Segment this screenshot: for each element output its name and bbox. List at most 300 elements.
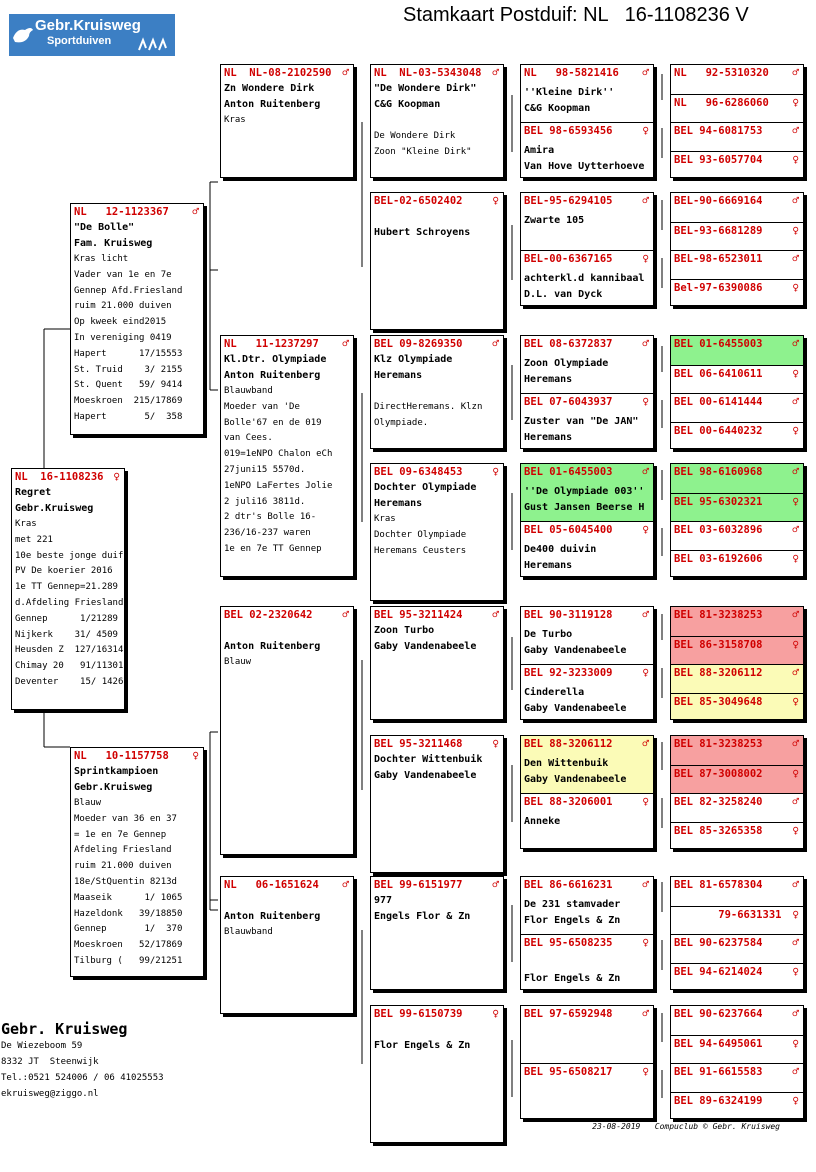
- gen5-sex-icon: ♀: [792, 694, 799, 708]
- gen4-ring: [521, 794, 653, 810]
- gen5-sex-icon: ♂: [792, 194, 799, 207]
- gen5-ring-text: BEL 88-3206112: [674, 667, 763, 679]
- gen4-card-15[interactable]: [521, 1063, 653, 1119]
- great-grandparent-card-2-ring-text: BEL 09-8269350: [374, 338, 463, 350]
- grandparent-card-1-note: Blauwband: [224, 386, 273, 396]
- gen4-pair-1: [520, 192, 654, 306]
- gen4-card-1[interactable]: [521, 122, 653, 178]
- gen4-name: De 231 stamvader: [524, 899, 621, 910]
- father-card[interactable]: [70, 203, 204, 435]
- gen4-card-10[interactable]: [521, 736, 653, 793]
- mother-card[interactable]: [70, 747, 204, 977]
- gen5-ring: [671, 65, 803, 81]
- gen4-ring-text: BEL 97-6592948: [524, 1008, 613, 1020]
- mother-card-note: Maaseik 1/ 1065: [74, 892, 183, 903]
- grandparent-card-3-ring-text: NL 06-1651624: [224, 879, 319, 891]
- owner-city: 8332 JT Steenwijk: [1, 1057, 99, 1067]
- gen5-ring: [671, 823, 803, 839]
- great-grandparent-card-4[interactable]: [370, 606, 504, 720]
- gen4-ring: [521, 336, 653, 352]
- great-grandparent-card-7-name: [371, 1022, 503, 1038]
- father-card-name: "De Bolle": [74, 222, 135, 233]
- gen5-ring: [671, 251, 803, 267]
- gen5-card-2[interactable]: [671, 122, 803, 152]
- gen5-card-25[interactable]: [671, 906, 803, 936]
- gen4-sex-icon: ♂: [642, 337, 649, 350]
- gen4-name: [521, 951, 653, 971]
- great-grandparent-card-4-owner: Gaby Vandenabeele: [374, 641, 477, 652]
- great-grandparent-card-0-note: [371, 113, 503, 129]
- gen5-ring: [671, 123, 803, 139]
- gen5-card-17[interactable]: [671, 636, 803, 666]
- gen4-ring-text: BEL 86-6616231: [524, 879, 613, 891]
- gen5-ring: [671, 1093, 803, 1109]
- gen4-ring-text: BEL 08-6372837: [524, 338, 613, 350]
- gen5-ring: [671, 1064, 803, 1080]
- gen4-ring-text: BEL-00-6367165: [524, 253, 613, 265]
- gen4-ring-text: BEL 88-3206112: [524, 738, 613, 750]
- gen4-name: achterkl.d kannibaal: [524, 273, 645, 284]
- logo-sub: Sportduiven: [47, 35, 112, 47]
- gen5-card-6[interactable]: [671, 250, 803, 280]
- gen5-group-6: [670, 876, 804, 990]
- gen4-owner: Heremans: [524, 560, 573, 571]
- gen5-sex-icon: ♀: [792, 637, 799, 651]
- gen4-card-11[interactable]: [521, 793, 653, 849]
- gen5-sex-icon: ♂: [792, 737, 799, 750]
- subject-card-sex-icon: ♀: [113, 470, 120, 483]
- grandparent-card-1-note: 2 dtr's Bolle 16-: [224, 512, 317, 523]
- gen5-ring-text: 79-6631331: [674, 908, 782, 921]
- gen5-ring-text: BEL 81-6578304: [674, 879, 763, 891]
- gen5-ring: [671, 464, 803, 480]
- subject-card-note: 10e beste jonge duif: [15, 550, 124, 561]
- owner-email[interactable]: ekruisweg@ziggo.nl: [1, 1089, 99, 1099]
- great-grandparent-card-3-owner: Heremans: [374, 498, 423, 509]
- gen4-ring-text: BEL 92-3233009: [524, 667, 613, 679]
- subject-card-note: Nijkerk 31/ 4509: [15, 629, 118, 640]
- gen5-group-3: [670, 463, 804, 577]
- gen5-group-7: [670, 1005, 804, 1119]
- gen5-ring: [671, 877, 803, 893]
- gen5-sex-icon: ♀: [792, 907, 799, 921]
- gen4-owner: Van Hove Uytterhoeve: [524, 161, 645, 172]
- gen4-owner: Heremans: [524, 432, 573, 443]
- mother-card-ring: [71, 748, 203, 764]
- great-grandparent-card-3-note: Kras: [374, 514, 396, 524]
- great-grandparent-card-5[interactable]: [370, 735, 504, 873]
- gen5-ring: [671, 1006, 803, 1022]
- gen4-ring: [521, 665, 653, 681]
- gen4-pair-6: [520, 876, 654, 990]
- gen5-ring-text: BEL 00-6141444: [674, 396, 763, 408]
- grandparent-card-3-sex-icon: ♂: [342, 878, 349, 891]
- gen5-ring-text: BEL 00-6440232: [674, 424, 763, 437]
- grandparent-card-0[interactable]: [220, 64, 354, 178]
- great-grandparent-card-0-note: Zoon "Kleine Dirk": [374, 146, 472, 157]
- gen4-owner: D.L. van Dyck: [524, 289, 603, 300]
- gen5-card-18[interactable]: [671, 664, 803, 694]
- gen5-ring-text: BEL 85-3049648: [674, 695, 763, 708]
- gen5-card-11[interactable]: [671, 422, 803, 450]
- subject-card-owner: Gebr.Kruisweg: [15, 503, 94, 514]
- owner-address: De Wiezeboom 59: [1, 1041, 83, 1051]
- gen4-sex-icon: ♂: [642, 194, 649, 207]
- grandparent-card-1-note: Moeder van 'De: [224, 401, 300, 412]
- gen5-card-3[interactable]: [671, 151, 803, 179]
- great-grandparent-card-0-ring: [371, 65, 503, 81]
- gen5-ring-text: Bel-97-6390086: [674, 281, 763, 294]
- great-grandparent-card-1[interactable]: [370, 192, 504, 330]
- gen4-ring: [521, 1064, 653, 1080]
- grandparent-card-0-name: Zn Wondere Dirk: [224, 83, 315, 94]
- gen4-card-6[interactable]: [521, 464, 653, 521]
- gen5-sex-icon: ♀: [792, 366, 799, 380]
- gen5-card-19[interactable]: [671, 693, 803, 721]
- gen5-card-10[interactable]: [671, 393, 803, 423]
- mother-card-sex-icon: ♀: [192, 749, 199, 762]
- grandparent-card-1[interactable]: [220, 335, 354, 577]
- great-grandparent-card-7-ring-text: BEL 99-6150739: [374, 1008, 463, 1020]
- gen4-card-9[interactable]: [521, 664, 653, 720]
- gen5-ring: [671, 794, 803, 810]
- gen4-ring-text: BEL 95-6508235: [524, 937, 613, 949]
- gen5-sex-icon: ♂: [792, 1065, 799, 1078]
- subject-card-note: Deventer 15/ 1426: [15, 676, 124, 687]
- great-grandparent-card-3-name: Dochter Olympiade: [374, 482, 477, 493]
- gen4-card-14[interactable]: [521, 1006, 653, 1063]
- great-grandparent-card-7[interactable]: [370, 1005, 504, 1143]
- grandparent-card-2-sex-icon: ♂: [342, 608, 349, 621]
- gen5-sex-icon: ♂: [792, 666, 799, 679]
- great-grandparent-card-2[interactable]: [370, 335, 504, 449]
- gen5-ring: [671, 665, 803, 681]
- gen4-sex-icon: ♀: [642, 124, 649, 137]
- gen4-name: De Turbo: [524, 629, 573, 640]
- gen5-ring-text: BEL 94-6081753: [674, 125, 763, 137]
- gen5-card-5[interactable]: [671, 222, 803, 252]
- owner-phone: Tel.:0521 524006 / 06 41025553: [1, 1073, 164, 1083]
- gen5-sex-icon: ♂: [792, 878, 799, 891]
- gen5-ring: [671, 366, 803, 382]
- great-grandparent-card-1-ring: [371, 193, 503, 209]
- father-card-note: Hapert 5/ 358: [74, 411, 183, 422]
- gen5-ring: [671, 935, 803, 951]
- great-grandparent-card-0-ring-text: NL NL-03-5343048: [374, 67, 482, 79]
- gen5-card-28[interactable]: [671, 1006, 803, 1035]
- gen5-sex-icon: ♀: [792, 95, 799, 109]
- gen5-ring-text: BEL-93-6681289: [674, 224, 763, 237]
- owner-name: Gebr. Kruisweg: [1, 1020, 128, 1038]
- grandparent-card-3-owner: Anton Ruitenberg: [224, 911, 321, 922]
- grandparent-card-1-note: 236/16-237 waren: [224, 528, 311, 539]
- gen5-ring: [671, 694, 803, 710]
- gen5-card-21[interactable]: [671, 765, 803, 795]
- great-grandparent-card-2-owner: Heremans: [374, 370, 423, 381]
- gen5-card-4[interactable]: [671, 193, 803, 222]
- gen4-card-0[interactable]: [521, 65, 653, 122]
- gen5-card-24[interactable]: [671, 877, 803, 906]
- gen5-card-0[interactable]: [671, 65, 803, 94]
- gen5-ring: [671, 736, 803, 752]
- gen4-sex-icon: ♂: [642, 608, 649, 621]
- great-grandparent-card-0-owner: C&G Koopman: [374, 99, 441, 110]
- page-title: Stamkaart Postduif: NL 16-1108236 V: [403, 4, 749, 26]
- gen5-card-15[interactable]: [671, 550, 803, 578]
- father-card-sex-icon: ♂: [192, 205, 199, 218]
- father-card-note: Kras licht: [74, 254, 129, 264]
- great-grandparent-card-2-ring: [371, 336, 503, 352]
- grandparent-card-0-note: Kras: [224, 115, 246, 125]
- gen5-card-22[interactable]: [671, 793, 803, 823]
- gen5-card-26[interactable]: [671, 934, 803, 964]
- gen5-card-23[interactable]: [671, 822, 803, 850]
- gen5-card-8[interactable]: [671, 336, 803, 365]
- gen5-card-31[interactable]: [671, 1092, 803, 1120]
- gen5-sex-icon: ♂: [792, 608, 799, 621]
- gen4-sex-icon: ♀: [642, 1065, 649, 1078]
- gen4-name: Zoon Olympiade: [524, 358, 609, 369]
- gen5-sex-icon: ♀: [792, 223, 799, 237]
- great-grandparent-card-5-ring-text: BEL 95-3211468: [374, 738, 463, 750]
- gen5-card-27[interactable]: [671, 963, 803, 991]
- gen5-sex-icon: ♀: [792, 823, 799, 837]
- gen4-ring: [521, 1006, 653, 1022]
- gen4-pair-0: [520, 64, 654, 178]
- grandparent-card-3-ring: [221, 877, 353, 893]
- great-grandparent-card-5-owner: Gaby Vandenabeele: [374, 770, 477, 781]
- gen4-card-12[interactable]: [521, 877, 653, 934]
- gen4-card-8[interactable]: [521, 607, 653, 664]
- grandparent-card-1-note: Bolle'67 en de 019: [224, 417, 322, 428]
- gen4-owner: Gaby Vandenabeele: [524, 703, 627, 714]
- mother-card-note: Gennep 1/ 370: [74, 924, 183, 935]
- mother-card-note: = 1e en 7e Gennep: [74, 829, 167, 840]
- gen5-ring: [671, 964, 803, 980]
- great-grandparent-card-1-sex-icon: ♀: [492, 194, 499, 207]
- gen5-card-12[interactable]: [671, 464, 803, 493]
- gen4-ring: [521, 123, 653, 139]
- gen5-ring-text: BEL 98-6160968: [674, 466, 763, 478]
- gen5-ring-text: BEL-98-6523011: [674, 253, 763, 265]
- great-grandparent-card-6-sex-icon: ♂: [492, 878, 499, 891]
- gen5-ring: [671, 551, 803, 567]
- grandparent-card-2-ring: [221, 607, 353, 623]
- gen4-ring-text: BEL 07-6043937: [524, 396, 613, 408]
- gen4-card-3[interactable]: [521, 250, 653, 306]
- gen4-card-2[interactable]: [521, 193, 653, 250]
- gen4-name: Zuster van "De JAN": [524, 416, 639, 427]
- great-grandparent-card-1-owner: Hubert Schroyens: [374, 227, 471, 238]
- gen5-card-29[interactable]: [671, 1035, 803, 1065]
- gen5-ring-text: BEL 03-6192606: [674, 552, 763, 565]
- great-grandparent-card-6-ring-text: BEL 99-6151977: [374, 879, 463, 891]
- father-card-ring: [71, 204, 203, 220]
- gen4-card-5[interactable]: [521, 393, 653, 449]
- gen5-ring: [671, 95, 803, 111]
- gen5-ring-text: NL 96-6286060: [674, 96, 769, 109]
- gen5-group-5: [670, 735, 804, 849]
- gen4-ring-text: BEL-95-6294105: [524, 195, 613, 207]
- gen5-card-1[interactable]: [671, 94, 803, 124]
- great-grandparent-card-5-sex-icon: ♀: [492, 737, 499, 750]
- grandparent-card-1-note: 019=1eNPO Chalon eCh: [224, 449, 333, 460]
- gen5-sex-icon: ♀: [792, 280, 799, 294]
- gen4-ring-text: BEL 05-6045400: [524, 524, 613, 536]
- gen4-name: Zwarte 105: [524, 215, 585, 226]
- subject-card-note: Kras: [15, 519, 37, 529]
- gen5-ring: [671, 907, 803, 923]
- gen4-name: Anneke: [524, 816, 561, 827]
- gen5-ring: [671, 336, 803, 352]
- great-grandparent-card-2-sex-icon: ♂: [492, 337, 499, 350]
- gen5-sex-icon: ♀: [792, 1093, 799, 1107]
- grandparent-card-2[interactable]: [220, 606, 354, 855]
- gen4-sex-icon: ♂: [642, 878, 649, 891]
- gen4-owner: Flor Engels & Zn: [524, 915, 621, 926]
- gen5-card-30[interactable]: [671, 1063, 803, 1093]
- father-card-note: Gennep Afd.Friesland: [74, 285, 183, 296]
- gen5-ring: [671, 394, 803, 410]
- gen5-sex-icon: ♂: [792, 66, 799, 79]
- gen5-ring-text: NL 92-5310320: [674, 67, 769, 79]
- mother-card-note: Moeskroen 52/17869: [74, 940, 183, 951]
- gen4-ring-text: NL 98-5821416: [524, 67, 619, 79]
- great-grandparent-card-6[interactable]: [370, 876, 504, 990]
- great-grandparent-card-3-ring-text: BEL 09-6348453: [374, 466, 463, 478]
- gen4-name: [521, 1080, 653, 1100]
- great-grandparent-card-7-ring: [371, 1006, 503, 1022]
- mother-card-note: Tilburg ( 99/21251: [74, 955, 183, 966]
- grandparent-card-1-note: 1e en 7e TT Gennep: [224, 543, 322, 554]
- great-grandparent-card-3-note: Dochter Olympiade: [374, 529, 467, 540]
- footer: 23-08-2019 Compuclub © Gebr. Kruisweg: [592, 1122, 780, 1131]
- mother-card-note: Afdeling Friesland: [74, 845, 172, 856]
- gen4-sex-icon: ♀: [642, 666, 649, 679]
- gen5-sex-icon: ♂: [792, 936, 799, 949]
- mother-card-name: Sprintkampioen: [74, 766, 159, 777]
- gen4-sex-icon: ♀: [642, 252, 649, 265]
- grandparent-card-2-ring-text: BEL 02-2320642: [224, 609, 313, 621]
- gen5-ring-text: BEL 93-6057704: [674, 153, 763, 166]
- subject-card-note: PV De koerier 2016: [15, 566, 113, 577]
- gen4-card-7[interactable]: [521, 521, 653, 577]
- gen4-name: ''De Olympiade 003'': [524, 486, 645, 497]
- grandparent-card-2-note: Blauw: [224, 657, 252, 667]
- gen5-card-20[interactable]: [671, 736, 803, 765]
- great-grandparent-card-4-ring: [371, 607, 503, 623]
- gen5-ring-text: BEL 95-6302321: [674, 495, 763, 508]
- great-grandparent-card-3-ring: [371, 464, 503, 480]
- subject-card-note: Heusden Z 127/16314: [15, 645, 124, 656]
- great-grandparent-card-6-name: 977: [374, 895, 393, 906]
- great-grandparent-card-1-name: [371, 209, 503, 225]
- grandparent-card-1-name: Kl.Dtr. Olympiade: [224, 354, 327, 365]
- gen4-owner: Gaby Vandenabeele: [524, 774, 627, 785]
- great-grandparent-card-4-name: Zoon Turbo: [374, 625, 435, 636]
- grandparent-card-3[interactable]: [220, 876, 354, 1014]
- logo-name: Gebr.Kruisweg: [35, 17, 141, 34]
- mother-card-ring-text: NL 10-1157758: [74, 750, 169, 762]
- gen5-ring-text: BEL 82-3258240: [674, 796, 763, 808]
- gen4-pair-3: [520, 463, 654, 577]
- subject-card-note: Chimay 20 91/11301: [15, 661, 124, 672]
- great-grandparent-card-0-note: De Wondere Dirk: [374, 130, 456, 141]
- gen4-sex-icon: ♀: [642, 395, 649, 408]
- great-grandparent-card-3[interactable]: [370, 463, 504, 601]
- grandparent-card-1-ring: [221, 336, 353, 352]
- grandparent-card-0-ring: [221, 65, 353, 81]
- gen5-ring-text: BEL-90-6669164: [674, 195, 763, 207]
- gen4-ring: [521, 65, 653, 81]
- gen5-ring: [671, 423, 803, 439]
- gen5-ring-text: BEL 86-3158708: [674, 638, 763, 651]
- grandparent-card-1-sex-icon: ♂: [342, 337, 349, 350]
- gen5-ring-text: BEL 94-6214024: [674, 965, 763, 978]
- great-grandparent-card-0[interactable]: [370, 64, 504, 178]
- subject-card-ring: [12, 469, 124, 485]
- gen4-ring-text: BEL 01-6455003: [524, 466, 613, 478]
- grandparent-card-1-note: 27juni15 5570d.: [224, 464, 306, 475]
- gen5-group-1: [670, 192, 804, 306]
- gen4-name: De400 duivin: [524, 544, 597, 555]
- gen5-sex-icon: ♂: [792, 1007, 799, 1020]
- gen5-ring-text: BEL 06-6410611: [674, 367, 763, 380]
- gen5-card-14[interactable]: [671, 521, 803, 551]
- gen5-ring-text: BEL 90-6237584: [674, 937, 763, 949]
- gen5-sex-icon: ♂: [792, 523, 799, 536]
- gen5-ring-text: BEL 94-6495061: [674, 1037, 763, 1050]
- gen4-name: [521, 1022, 653, 1042]
- gen5-card-16[interactable]: [671, 607, 803, 636]
- grandparent-card-1-note: 2 juli16 3811d.: [224, 496, 306, 507]
- gen4-pair-4: [520, 606, 654, 720]
- father-card-note: Moeskroen 215/17869: [74, 396, 183, 407]
- gen5-card-7[interactable]: [671, 279, 803, 307]
- great-grandparent-card-4-ring-text: BEL 95-3211424: [374, 609, 463, 621]
- great-grandparent-card-1-ring-text: BEL-02-6502402: [374, 195, 463, 207]
- gen5-sex-icon: ♂: [792, 395, 799, 408]
- gen5-sex-icon: ♂: [792, 795, 799, 808]
- gen5-ring: [671, 1036, 803, 1052]
- great-grandparent-card-5-name: Dochter Wittenbuik: [374, 754, 483, 765]
- gen5-sex-icon: ♀: [792, 766, 799, 780]
- gen5-ring: [671, 607, 803, 623]
- gen4-card-4[interactable]: [521, 336, 653, 393]
- father-card-note: Hapert 17/15553: [74, 348, 183, 359]
- gen4-ring: [521, 394, 653, 410]
- mother-card-note: 18e/StQuentin 8213d: [74, 876, 177, 887]
- gen5-sex-icon: ♂: [792, 124, 799, 137]
- gen5-ring: [671, 522, 803, 538]
- gen4-ring: [521, 935, 653, 951]
- gen5-sex-icon: ♀: [792, 494, 799, 508]
- gen5-card-13[interactable]: [671, 493, 803, 523]
- gen4-card-13[interactable]: [521, 934, 653, 990]
- gen5-ring: [671, 637, 803, 653]
- father-card-note: Op kweek eind2015: [74, 317, 167, 328]
- subject-card[interactable]: [11, 468, 125, 710]
- gen4-ring-text: BEL 98-6593456: [524, 125, 613, 137]
- gen5-card-9[interactable]: [671, 365, 803, 395]
- gen5-ring-text: BEL 81-3238253: [674, 609, 763, 621]
- great-grandparent-card-2-note: Olympiade.: [374, 417, 429, 428]
- gen5-sex-icon: ♂: [792, 465, 799, 478]
- gen5-ring-text: BEL 01-6455003: [674, 338, 763, 350]
- gen4-owner: Flor Engels & Zn: [524, 973, 621, 984]
- grandparent-card-0-owner: Anton Ruitenberg: [224, 99, 321, 110]
- gen4-owner: Gust Jansen Beerse H: [524, 502, 645, 513]
